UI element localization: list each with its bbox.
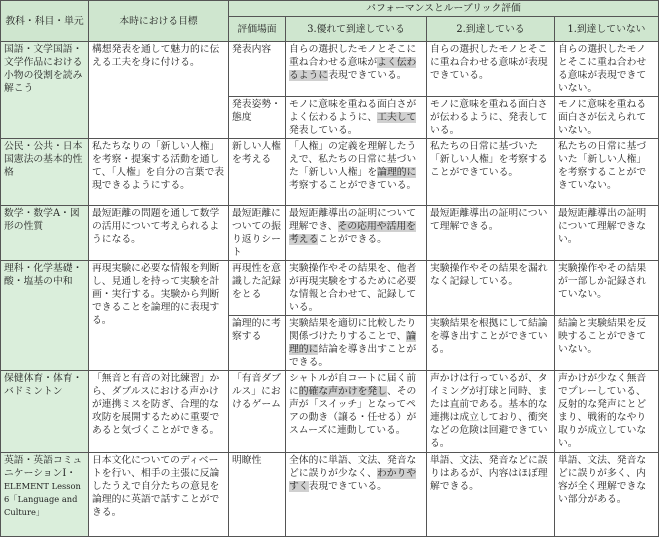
goal-cell: 「無音と有音の対比練習」から、ダブルスにおける声かけが連携ミスを防ぎ、合理的な攻防を展開するために重要であると気づくことができる。: [89, 371, 229, 453]
level1-cell: 結論と実験結果を反映することができていない。: [555, 316, 659, 371]
table-row: [1, 371, 659, 453]
level3-cell: モノに意味を重ねる面白さがよく伝わるように、工夫して発表している。: [286, 97, 427, 139]
level3-cell: 実験結果を適切に比較したり関係づけたりすることで、論理的に結論を導き出すことができる。: [286, 316, 427, 371]
subject-cell: 数学・数学A・図形の性質: [1, 206, 89, 261]
highlighted-text: よく伝わるように: [289, 57, 417, 81]
highlighted-text: 的確な声かけを発し: [298, 386, 387, 397]
level3-cell: 「人権」の定義を理解したうえで、私たちの日常に基づいた「新しい人権」を論理的に考察することができている。: [286, 139, 427, 206]
header-goal: 本時における目標: [89, 1, 229, 42]
level3-cell: 実験操作やその結果を、他者が再現実験をするために必要な情報と合わせて、記録している。: [286, 261, 427, 316]
goal-cell: 再現実験に必要な情報を判断し、見通しを持って実験を計画・実行する。実験から判断できることを論理的に表現する。: [89, 261, 229, 371]
scene-cell: 「有音ダブルス」におけるゲーム: [229, 371, 286, 453]
level3-cell: 自らの選択したモノとそこに重ね合わせる意味がよく伝わるように表現できている。: [286, 42, 427, 97]
subject-cell: 保健体育・体育・バドミントン: [1, 371, 89, 453]
level1-cell: 実験操作やその結果が一部しか記録されていない。: [555, 261, 659, 316]
level2-cell: 私たちの日常に基づいた「新しい人権」を考察することができている。: [427, 139, 555, 206]
scene-cell: 再現性を意識した記録をとる: [229, 261, 286, 316]
level3-cell: シャトルが自コートに届く前に的確な声かけを発し、その声が「スイッチ」となってペアの動き（譲る・任せる）がスムーズに連動している。: [286, 371, 427, 453]
table-row: [1, 42, 659, 97]
level1-cell: モノに意味を重ねる面白さが伝えられていない。: [555, 97, 659, 139]
level1-cell: 単語、文法、発音などに誤りが多く、内容が全く理解できない部分がある。: [555, 453, 659, 537]
level1-cell: 私たちの日常に基づいた「新しい人権」を考察することができていない。: [555, 139, 659, 206]
table-row: [1, 139, 659, 206]
level2-cell: 単語、文法、発音などに誤りはあるが、内容はほぼ理解できる。: [427, 453, 555, 537]
goal-cell: 日本文化についてのディベートを行い、相手の主張に反論したうえで自分たちの意見を論理的に英語で話すことができる。: [89, 453, 229, 537]
table-row: [1, 261, 659, 316]
level2-cell: 最短距離導出の証明について理解できる。: [427, 206, 555, 261]
scene-cell: 新しい人権を考える: [229, 139, 286, 206]
table-row: [1, 206, 659, 261]
highlighted-text: 工夫して: [377, 112, 417, 123]
level2-cell: 実験操作やその結果を漏れなく記録している。: [427, 261, 555, 316]
header-level-1: 1.到達していない: [555, 17, 659, 42]
level3-cell: 最短距離導出の証明について理解でき、その応用や活用を考えることができる。: [286, 206, 427, 261]
header-rubric-group: パフォーマンスとルーブリック評価: [229, 1, 659, 17]
header-scene: 評価場面: [229, 17, 286, 42]
goal-cell: 構想発表を通して魅力的に伝える工夫を身に付ける。: [89, 42, 229, 139]
level2-cell: 実験結果を根拠にして結論を導き出すことができている。: [427, 316, 555, 371]
goal-cell: 最短距離の問題を通して数学の活用について考えられるようになる。: [89, 206, 229, 261]
subject-cell: 理科・化学基礎・酸・塩基の中和: [1, 261, 89, 371]
header-subject: 教科・科目・単元: [1, 1, 89, 42]
level1-cell: 声かけが少なく無音でプレーしている、反射的な発声にとどまり、戦術的なやり取りが成立していない。: [555, 371, 659, 453]
subject-cell: 公民・公共・日本国憲法の基本的性格: [1, 139, 89, 206]
table-row: [1, 453, 659, 537]
header-level-2: 2.到達している: [427, 17, 555, 42]
highlighted-text: わかりやすく: [289, 468, 417, 492]
level1-cell: 自らの選択したモノとそこに重ね合わせる意味が表現できていない。: [555, 42, 659, 97]
header-level-3: 3.優れて到達している: [286, 17, 427, 42]
scene-cell: 論理的に考察する: [229, 316, 286, 371]
goal-cell: 私たちなりの「新しい人権」を考察・提案する活動を通して、「人権」を自分の言葉で表現できるようにする。: [89, 139, 229, 206]
highlighted-text: 論理的に: [377, 167, 417, 178]
highlighted-text: その応用や活用を考える: [289, 221, 416, 245]
level2-cell: 自らの選択したモノとそこに重ね合わせる意味が表現できている。: [427, 42, 555, 97]
level2-cell: 声かけは行っているが、タイミングが打球と同時、または直前である。基本的な連携は成立しており、衝突などの危険は回避できている。: [427, 371, 555, 453]
level3-cell: 全体的に単語、文法、発音などに誤りが少なく、わかりやすく表現できている。: [286, 453, 427, 537]
level2-cell: モノに意味を重ねる面白さが伝わるように、発表している。: [427, 97, 555, 139]
subject-cell: 英語・英語コミュニケーションⅠ・ ELEMENT Lesson6「Language and Culture」: [1, 453, 89, 537]
subject-cell: 国語・文学国語・文学作品における小物の役割を読み解こう: [1, 42, 89, 139]
scene-cell: 発表内容: [229, 42, 286, 97]
scene-cell: 明瞭性: [229, 453, 286, 537]
scene-cell: 最短距離についての振り返りシート: [229, 206, 286, 261]
level1-cell: 最短距離導出の証明について理解できない。: [555, 206, 659, 261]
highlighted-text: 論理的に: [289, 331, 417, 355]
scene-cell: 発表姿勢・態度: [229, 97, 286, 139]
